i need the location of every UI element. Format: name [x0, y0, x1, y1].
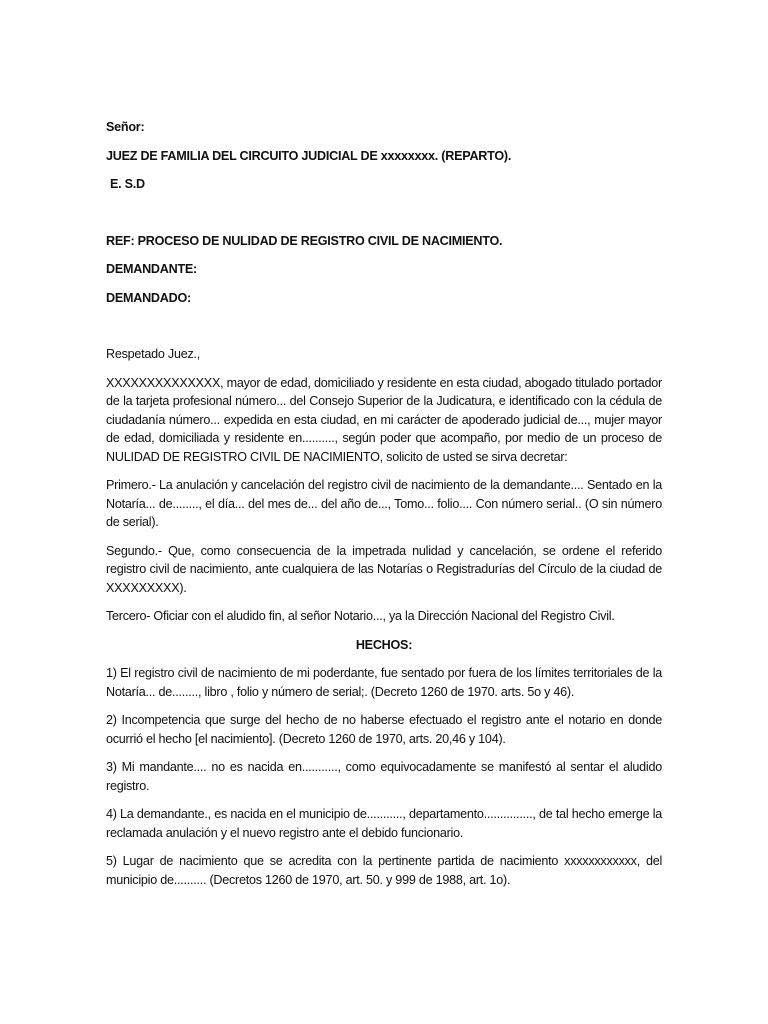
- esd-line: E. S.D: [110, 177, 145, 191]
- hecho-item: 3) Mi mandante.... no es nacida en..........., como equivocadamente se manifestó al sentar el aludido registro.: [106, 760, 662, 793]
- salutation: Señor:: [106, 120, 145, 134]
- addressee: JUEZ DE FAMILIA DEL CIRCUITO JUDICIAL DE xxxxxxxx. (REPARTO).: [106, 148, 512, 163]
- greeting: Respetado Juez.,: [106, 347, 201, 361]
- hecho-item: 2) Incompetencia que surge del hecho de no haberse efectuado el registro ante el notario en donde ocurrió el hecho [el nacimiento]. (Decreto 1260 de 1970, arts. 20,46 y 104).: [106, 713, 662, 746]
- demandante-label: DEMANDANTE:: [106, 262, 197, 276]
- demandado-label: DEMANDADO:: [106, 290, 191, 305]
- document-page: [106, 118, 662, 889]
- hecho-item: 1) El registro civil de nacimiento de mi poderdante, fue sentado por fuera de los límites territoriales de la Notaría... de........, libro , folio y número de serial;. (Decreto 1260 de 1970. arts. 5o y 46).: [106, 666, 662, 699]
- petition-tercero: Tercero- Oficiar con el aludido fin, al señor Notario..., ya la Dirección Nacional del Registro Civil.: [106, 609, 615, 623]
- petition-segundo: Segundo.- Que, como consecuencia de la impetrada nulidad y cancelación, se ordene el referido registro civil de nacimiento, ante cualquiera de las Notarías o Registradurías del Círculo de la ciudad de XXXXXXXXX).: [106, 543, 662, 595]
- intro-paragraph: XXXXXXXXXXXXXX, mayor de edad, domiciliado y residente en esta ciudad, abogado titulado portador de la tarjeta profesional número... del Consejo Superior de la Judicatura, e identificado con la cédula de ciudadanía número... expedida en esta ciudad, en mi carácter de apoderado judicial de..., mujer mayor de edad, domiciliada y residente en.........., según poder que acompaño, por medio de un proceso de NULIDAD DE REGISTRO CIVIL DE NACIMIENTO, solicito de usted se sirva decretar:: [106, 375, 662, 464]
- reference-line: REF: PROCESO DE NULIDAD DE REGISTRO CIVIL DE NACIMIENTO.: [106, 233, 503, 248]
- hecho-item: 5) Lugar de nacimiento que se acredita con la pertinente partida de nacimiento xxxxxxxxxxxx, del municipio de.......... (Decretos 1260 de 1970, art. 50. y 999 de 1988, art. 1o).: [106, 854, 662, 887]
- hechos-heading: HECHOS:: [355, 637, 413, 652]
- petition-primero: Primero.- La anulación y cancelación del registro civil de nacimiento de la demandante.... Sentado en la Notaría... de........, el día... del mes de... del año de..., Tomo... folio.... Con número serial.. (O sin número de serial).: [106, 478, 662, 529]
- hecho-item: 4) La demandante., es nacida en el municipio de..........., departamento..............., de tal hecho emerge la reclamada anulación y el nuevo registro ante el debido funcionario.: [106, 807, 662, 840]
